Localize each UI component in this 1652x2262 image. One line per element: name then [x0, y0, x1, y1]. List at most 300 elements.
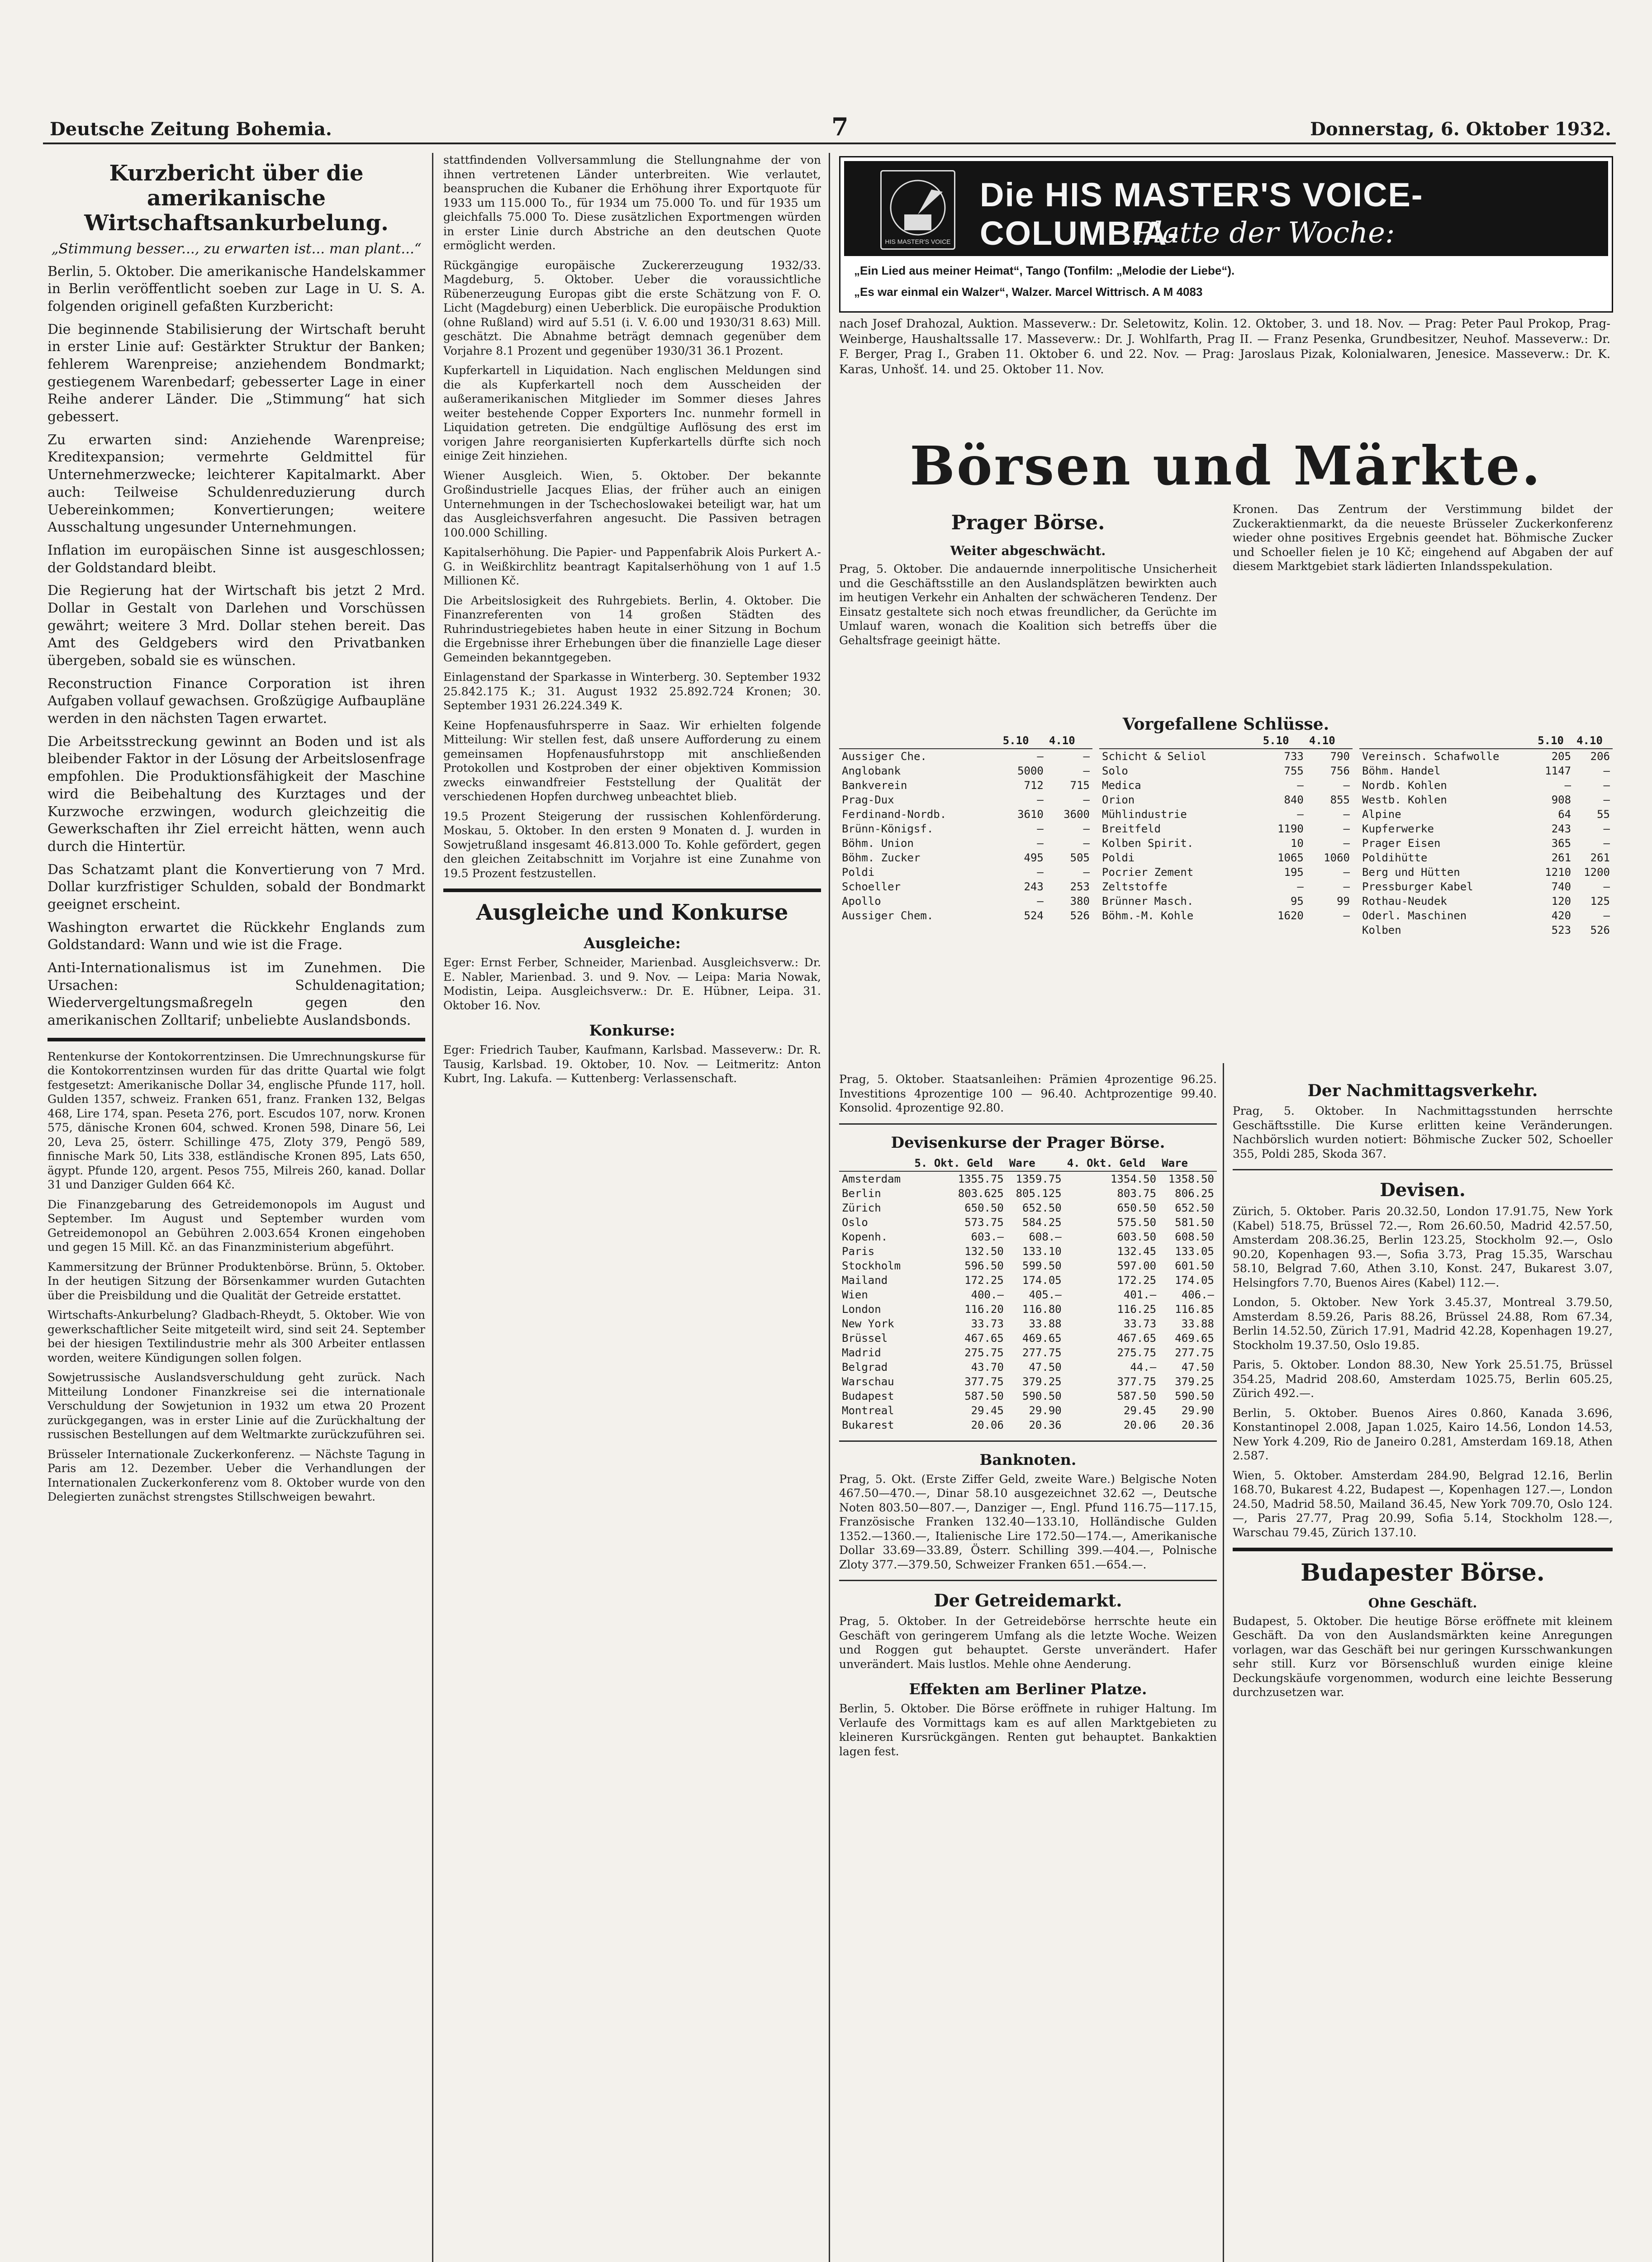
news-item: Kupferkartell in Liquidation. Nach englischen Meldungen sind die als Kupferkartell noch dem Ausscheiden der außeramerikanischen Mitglieder im Sommer dieses Jahres weiter bestehende Copper Exporters Inc. nunmehr formell in Liquidation getreten. Die endgültige Auflösung des erst im vorigen Jahre reorganisierten Kupferkartells dürfte sich noch einige Zeit hinziehen.	[443, 364, 821, 462]
row-label: Bankverein	[842, 779, 907, 792]
row-value: —	[1037, 866, 1044, 879]
row-value: —	[1343, 909, 1350, 922]
row-value: 790	[1330, 750, 1350, 763]
section-title: Der Nachmittagsverkehr.	[1307, 1081, 1538, 1100]
report-text: Berlin, 5. Oktober. Die Börse eröffnete in ruhiger Haltung. Im Verlaufe des Vormittags kam es auf allen Marktgebieten zu kleineren Kursrückgängen. Renten gut behauptet. Bankaktien lagen fest.	[839, 1702, 1217, 1758]
row-label: Poldi	[842, 866, 875, 879]
row-value: —	[1037, 822, 1044, 835]
row-value: 652.50	[1175, 1201, 1214, 1214]
paragraph: Inflation im europäischen Sinne ist ausgeschlossen; der Goldstandard bleibt.	[47, 542, 425, 576]
news-item: 19.5 Prozent Steigerung der russischen Kohlenförderung. Moskau, 5. Oktober. In den ersten 9 Monaten d. J. wurden in Sowjetrußland insgesamt 46.813.000 To. Kohle gefördert, gegen den gleichen Zeitabschnitt im Vorjahre ist eine Zunahme von 19.5 Prozent festzustellen.	[443, 809, 821, 880]
row-value: 467.65	[1117, 1331, 1157, 1345]
row-value: 756	[1330, 765, 1350, 777]
row-value: 575.50	[1117, 1216, 1157, 1229]
row-value: 601.50	[1175, 1259, 1214, 1272]
row-value: 573.75	[964, 1216, 1004, 1229]
row-value: 29.90	[1029, 1404, 1062, 1417]
row-value: 133.10	[1022, 1245, 1062, 1258]
row-value: 803.625	[958, 1187, 1004, 1200]
paragraph: Berlin, 5. Oktober. Die amerikanische Handelskammer in Berlin veröffentlicht soeben zur Lage in U. S. A. folgenden originell gefaßten Kurzbericht:	[47, 263, 425, 314]
column-2	[443, 153, 821, 2262]
section-title: Prager Börse.	[951, 511, 1105, 534]
table-row	[839, 793, 1092, 807]
row-value: 1358.50	[1168, 1172, 1214, 1185]
row-value: 584.25	[1022, 1216, 1062, 1229]
report-text: Berlin, 5. Oktober. Buenos Aires 0.860, Kanada 3.696, Konstantinopel 2.008, Japan 1.025, Kairo 14.56, London 14.53, New York 4.209, Rio de Janeiro 0.281, Amsterdam 169.18, Athen 2.587.	[1233, 1406, 1613, 1462]
row-value: 1065	[1277, 851, 1304, 864]
table-row	[839, 879, 1092, 894]
prager-boerse	[839, 502, 1217, 653]
row-value: 380	[1070, 895, 1090, 908]
row-value: 608.50	[1175, 1230, 1214, 1243]
row-label: Vereinsch. Schafwolle	[1362, 750, 1500, 763]
row-label: Kopenh.	[842, 1230, 888, 1243]
section-title: Banknoten.	[979, 1450, 1077, 1468]
table-row	[1359, 793, 1613, 807]
row-value: 275.75	[1117, 1346, 1157, 1359]
column-1	[47, 153, 425, 2262]
table-row	[1099, 778, 1353, 793]
row-value: 587.50	[1117, 1389, 1157, 1402]
section-subtitle: Weiter abgeschwächt.	[950, 543, 1106, 558]
gramophone-dog-icon	[880, 170, 955, 250]
section-title: Vorgefallene Schlüsse.	[1122, 715, 1329, 734]
notice-text: Eger: Friedrich Tauber, Kaufmann, Karlsbad. Masseverw.: Dr. R. Tausig, Karlsbad. 19. Oktober, 10. Nov. — Leitmeritz: Anton Kubrt, Ing. Lakufa. — Kuttenberg: Verlassenschaft.	[443, 1043, 821, 1085]
row-value: 377.75	[1117, 1375, 1157, 1388]
row-value: 261	[1551, 851, 1571, 864]
row-value: 406.—	[1181, 1288, 1214, 1301]
row-value: 195	[1284, 866, 1304, 879]
row-value: 524	[1024, 909, 1044, 922]
news-item: Rentenkurse der Kontokorrentzinsen. Die Umrechnungskurse für die Kontokorrentzinsen wurden für das dritte Quartal wie folgt festgesetzt: Amerikanische Dollar 34, englische Pfunde 117, holl. Gulden 1357, schweiz. Franken 651, franz. Franken 132, Belgas 468, Lire 174, span. Peseta 276, port. Escudos 107, norw. Kronen 575, dänische Kronen 604, schwed. Kronen 598, Dinare 56, Lei 20, Leva 25, österr. Schillinge 475, Zloty 379, Pengö 589, finnische Mark 50, Lits 338, estländische Kronen 895, Lats 650, ägypt. Pfunde 120, argent. Pesos 755, Milreis 260, kanad. Dollar 31 und Danziger Gulden 664 Kč.	[47, 1050, 425, 1192]
section-title: Budapester Börse.	[1301, 1559, 1545, 1587]
table-row	[839, 865, 1092, 879]
row-value: 908	[1551, 794, 1571, 806]
row-label: London	[842, 1302, 881, 1316]
advertisement-banner	[839, 156, 1613, 313]
row-value: 526	[1590, 924, 1610, 936]
table-row	[839, 807, 1092, 822]
news-item: Kammersitzung der Brünner Produktenbörse. Brünn, 5. Oktober. In der heutigen Sitzung der Börsenkammer wurden Gutachten über die Preisbildung und die Qualität der Getreide erstattet.	[47, 1260, 425, 1302]
row-value: 253	[1070, 880, 1090, 893]
row-value: 1190	[1277, 822, 1304, 835]
row-label: Alpine	[1362, 808, 1401, 821]
table-row	[839, 1244, 1217, 1259]
row-value: 174.05	[1175, 1274, 1214, 1287]
row-value: 405.—	[1029, 1288, 1062, 1301]
article-title: Kurzbericht über die amerikanische Wirtschaftsankurbelung.	[84, 161, 389, 236]
table-row	[839, 836, 1092, 851]
issue-date: Donnerstag, 6. Oktober 1932.	[1310, 119, 1611, 140]
table-row	[839, 1403, 1217, 1418]
row-value: 99	[1337, 895, 1350, 908]
row-value: 495	[1024, 851, 1044, 864]
row-value: 733	[1284, 750, 1304, 763]
table-row	[839, 1374, 1217, 1389]
table-row	[1359, 778, 1613, 793]
news-item: Rückgängige europäische Zuckererzeugung 1932/33. Magdeburg, 5. Oktober. Ueber die voraussichtliche Rübenerzeugung Europas gibt die erste Schätzung von F. O. Licht (Magdeburg) einen Ueberblick. Die europäische Produktion (ohne Rußland) wird auf 5.51 (i. V. 6.00 und 1930/31 8.63) Mill. geschätzt. Die Abnahme beträgt demnach gegenüber dem Vorjahre 8.1 Prozent und gegenüber 1930/31 36.1 Prozent.	[443, 258, 821, 357]
table-row	[1359, 923, 1613, 937]
row-value: 1620	[1277, 909, 1304, 922]
paragraph: Washington erwartet die Rückkehr Englands zum Goldstandard: Wann und wie ist die Frage.	[47, 919, 425, 953]
news-item: Sowjetrussische Auslandsverschuldung geht zurück. Nach Mitteilung Londoner Finanzkreise sei die internationale Verschuldung der Sowjetunion in 1932 um etwa 20 Prozent zurückgegangen, was in erster Linie auf die Zurückhaltung der russischen Bestellungen auf dem Weltmarkte zurückzuführen sei.	[47, 1371, 425, 1441]
row-value: 64	[1558, 808, 1571, 821]
table-row	[839, 1418, 1217, 1432]
divider	[1233, 1169, 1613, 1170]
row-value: 803.75	[1117, 1187, 1157, 1200]
table-row	[839, 1230, 1217, 1244]
table-row	[1359, 764, 1613, 778]
row-value: 587.50	[964, 1389, 1004, 1402]
lower-right-column	[1233, 1072, 1613, 1705]
news-item: Die Finanzgebarung des Getreidemonopols im August und September. Im August und September wurden vom Getreidemonopol an Gebühren 2.003.654 Kronen eingehoben und gegen 15 Mill. Kč. an das Finanzministerium abgeführt.	[47, 1198, 425, 1254]
table-row	[1359, 879, 1613, 894]
row-value: 33.88	[1029, 1317, 1062, 1330]
table-row	[839, 749, 1092, 764]
row-label: Rothau-Neudek	[1362, 895, 1447, 908]
table-row	[839, 1186, 1217, 1201]
lower-left-column	[839, 1072, 1217, 1764]
notice-text: Eger: Ernst Ferber, Schneider, Marienbad. Ausgleichsverw.: Dr. E. Nabler, Marienbad. 3. und 9. Nov. — Leipa: Maria Nowak, Modistin, Leipa. Ausgleichsverw.: Dr. E. Hübner, Leipa. 31. Oktober 16. Nov.	[443, 956, 821, 1012]
row-value: —	[1564, 779, 1571, 792]
row-value: 590.50	[1022, 1389, 1062, 1402]
row-label: Brünn-Königsf.	[842, 822, 934, 835]
row-value: —	[1037, 837, 1044, 850]
row-label: Böhm. Handel	[1362, 765, 1441, 777]
row-value: —	[1037, 750, 1044, 763]
row-value: 116.20	[964, 1302, 1004, 1316]
row-label: Brüssel	[842, 1331, 888, 1345]
article-subtitle: „Stimmung besser..., zu erwarten ist... man plant...“	[51, 240, 422, 257]
row-value: 243	[1551, 822, 1571, 835]
paragraph: Die Arbeitsstreckung gewinnt an Boden und ist als bleibender Faktor in der Lösung der Arbeitslosenfrage empfohlen. Die Produktionsfähigkeit der Maschine wird die Beibehaltung des Kurztages und der Kurzwoche erzwingen, wodurch gleichzeitig die Gewerkschaften ihr Ziel erreicht hätten, wenn auch durch die Hintertür.	[47, 733, 425, 855]
row-label: Böhm. Union	[842, 837, 914, 850]
row-value: 3610	[1017, 808, 1044, 821]
row-value: 43.70	[971, 1360, 1004, 1373]
row-value: 596.50	[964, 1259, 1004, 1272]
table-row	[839, 1259, 1217, 1273]
row-label: Brünner Masch.	[1102, 895, 1194, 908]
section-title: Devisen.	[1380, 1179, 1466, 1201]
row-value: 467.65	[964, 1331, 1004, 1345]
row-label: Prag-Dux	[842, 794, 894, 806]
row-value: 29.45	[1123, 1404, 1157, 1417]
row-label: Poldihütte	[1362, 851, 1428, 864]
section-subtitle: Ohne Geschäft.	[1368, 1595, 1477, 1611]
divider	[839, 1123, 1217, 1125]
table-row	[839, 894, 1092, 908]
row-value: —	[1603, 779, 1610, 792]
row-label: Medica	[1102, 779, 1141, 792]
row-value: 590.50	[1175, 1389, 1214, 1402]
table-row	[839, 1201, 1217, 1215]
row-label: Apollo	[842, 895, 881, 908]
row-value: 715	[1070, 779, 1090, 792]
row-label: Wien	[842, 1288, 868, 1301]
row-value: 33.88	[1181, 1317, 1214, 1330]
paragraph: Die Regierung hat der Wirtschaft bis jetzt 2 Mrd. Dollar in Gestalt von Darlehen und Vorschüssen gewährt; weitere 3 Mrd. Dollar stehen bereit. Das Amt des Geldgebers wird den Privatbanken übergeben, sobald sie es wünschen.	[47, 583, 425, 669]
row-value: —	[1603, 880, 1610, 893]
paragraph: Reconstruction Finance Corporation ist ihren Aufgaben vollauf gewachsen. Großzügige Aufbaupläne werden in den nächsten Tagen erwartet.	[47, 675, 425, 727]
row-value: 805.125	[1016, 1187, 1062, 1200]
news-item: Kapitalserhöhung. Die Papier- und Pappenfabrik Alois Purkert A.-G. in Weißkirchlitz beantragt Kapitalserhöhung von 1 auf 1.5 Millionen Kč.	[443, 546, 821, 587]
row-value: 275.75	[964, 1346, 1004, 1359]
table-row	[839, 1389, 1217, 1403]
row-label: Zeltstoffe	[1102, 880, 1168, 893]
row-label: Westb. Kohlen	[1362, 794, 1447, 806]
table-row	[1099, 908, 1353, 923]
row-value: —	[1343, 822, 1350, 835]
paragraph: Die beginnende Stabilisierung der Wirtschaft beruht in erster Linie auf: Gestärkter Struktur der Banken; fehlerem Warenpreise; anziehendem Bondmarkt; gestiegenem Warenbedarf; gebesserter Lage in einer Reihe anderer Länder. Die „Stimmung“ hat sich gebessert.	[47, 321, 425, 425]
row-value: 10	[1290, 837, 1304, 850]
column-divider	[432, 153, 433, 2262]
row-value: 44.—	[1130, 1360, 1157, 1373]
row-value: 806.25	[1175, 1187, 1214, 1200]
row-value: —	[1297, 880, 1304, 893]
row-label: Pressburger Kabel	[1362, 880, 1473, 893]
table-row	[839, 1215, 1217, 1230]
report-text: Wien, 5. Oktober. Amsterdam 284.90, Belgrad 12.16, Berlin 168.70, Bukarest 4.22, Budapest —, Kopenhagen 127.—, London 24.50, Madrid 58.50, Mailand 36.45, New York 709.70, Oslo 124.—, Paris 27.77, Prag 20.99, Sofia 5.14, Stockholm 128.—, Warschau 79.45, Zürich 137.10.	[1233, 1468, 1613, 1539]
paragraph: Anti-Internationalismus ist im Zunehmen. Die Ursachen: Schuldenagitation; Wiedervergeltungsmaßregeln gegen den amerikanischen Zolltarif; unbeliebte Auslandsbonds.	[47, 960, 425, 1029]
row-value: 55	[1597, 808, 1610, 821]
banner-subtitle: Platte der Woche:	[1134, 216, 1395, 250]
row-value: 261	[1590, 851, 1610, 864]
row-value: 33.73	[1123, 1317, 1157, 1330]
section-title: Effekten am Berliner Platze.	[909, 1680, 1147, 1698]
row-label: Anglobank	[842, 765, 901, 777]
table-row	[1359, 894, 1613, 908]
row-value: 855	[1330, 794, 1350, 806]
row-label: Kolben Spirit.	[1102, 837, 1194, 850]
divider	[839, 1440, 1217, 1442]
row-value: —	[1603, 794, 1610, 806]
row-value: 132.45	[1117, 1245, 1157, 1258]
row-value: 1355.75	[958, 1172, 1004, 1185]
row-value: 277.75	[1022, 1346, 1062, 1359]
row-value: 174.05	[1022, 1274, 1062, 1287]
table-row	[839, 1288, 1217, 1302]
row-value: 243	[1024, 880, 1044, 893]
table-row	[839, 1360, 1217, 1374]
column-divider	[829, 153, 830, 2262]
trades-table-c: 5.10 4.10 Vereinsch. Schafwolle 205 206 Böhm. Handel 1147 — Nordb. Kohlen — — Westb. Kohlen 908 — Alpine 64 55 Kupferwerke 243 — Prager Eisen 365 — Poldihütte 261 261 Berg und Hütten 1210 1200 Pressburger Kabel 740 — Rothau-Neudek 120 125 Oderl. Maschinen 420 — Kolben 523 526	[1359, 733, 1613, 937]
row-label: Böhm. Zucker	[842, 851, 921, 864]
row-value: 603.50	[1117, 1230, 1157, 1243]
report-text: Prag, 5. Oktober. In Nachmittagsstunden herrschte Geschäftsstille. Die Kurse erlitten keine Veränderungen. Nachbörslich wurden notiert: Böhmische Zucker 502, Schoeller 355, Poldi 285, Skoda 367.	[1233, 1104, 1613, 1160]
row-value: 1147	[1545, 765, 1571, 777]
row-value: —	[1083, 765, 1090, 777]
table-row	[1099, 879, 1353, 894]
row-value: 652.50	[1022, 1201, 1062, 1214]
row-label: Aussiger Che.	[842, 750, 927, 763]
row-label: Oderl. Maschinen	[1362, 909, 1467, 922]
row-value: —	[1083, 822, 1090, 835]
brand-text: HIS MASTER'S VOICE	[885, 238, 951, 245]
row-value: 47.50	[1181, 1360, 1214, 1373]
row-value: 400.—	[971, 1288, 1004, 1301]
row-value: —	[1083, 837, 1090, 850]
row-value: 116.85	[1175, 1302, 1214, 1316]
news-item: stattfindenden Vollversammlung die Stellungnahme der von ihnen vertretenen Länder unterbreiten. Wie verlautet, beanspruchen die Kubaner die Erhöhung ihrer Exportquote für 1933 um 115.000 To., für 1934 um 75.000 To. und für 1935 um gleichfalls 75.000 To. Diese zusätzlichen Exportmengen würden in erster Linie durch Abstriche an den deutschen Quote ermöglicht werden.	[443, 153, 821, 252]
newspaper-name: Deutsche Zeitung Bohemia.	[50, 119, 332, 140]
row-value: 1060	[1324, 851, 1350, 864]
row-label: Poldi	[1102, 851, 1135, 864]
paragraph: Zu erwarten sind: Anziehende Warenpreise; Kreditexpansion; vermehrte Geldmittel für Unternehmerzwecke; leichterer Kapitalmarkt. Aber auch: Teilweise Schuldenreduzierung durch Uebereinkommen; Konvertierungen; weitere Ausschaltung ungesunder Unternehmungen.	[47, 432, 425, 536]
table-row	[1099, 807, 1353, 822]
table-row	[839, 822, 1092, 836]
row-value: —	[1343, 880, 1350, 893]
row-value: 523	[1551, 924, 1571, 936]
table-row	[1359, 822, 1613, 836]
table-row	[1359, 836, 1613, 851]
row-value: 1354.50	[1110, 1172, 1157, 1185]
row-label: Kolben	[1362, 924, 1401, 936]
table-row	[1359, 865, 1613, 879]
section-title: Devisenkurse der Prager Börse.	[891, 1133, 1165, 1152]
page-header	[0, 0, 1652, 141]
row-value: 526	[1070, 909, 1090, 922]
header-rule	[43, 143, 1616, 144]
row-label: Amsterdam	[842, 1172, 901, 1185]
row-value: —	[1343, 866, 1350, 879]
row-value: 206	[1590, 750, 1610, 763]
row-value: —	[1343, 808, 1350, 821]
row-label: Mailand	[842, 1274, 888, 1287]
row-value: 1200	[1584, 866, 1610, 879]
row-label: Breitfeld	[1102, 822, 1161, 835]
section-title: Ausgleiche und Konkurse	[476, 900, 788, 925]
report-text: Prag, 5. Oktober. Staatsanleihen: Prämien 4prozentige 96.25. Investitions 4prozentige 100 — 96.40. Achtprozentige 99.40. Konsolid. 4prozentige 92.80.	[839, 1073, 1217, 1114]
row-value: 603.—	[971, 1230, 1004, 1243]
column-divider	[1223, 1063, 1224, 2262]
row-label: Zürich	[842, 1201, 881, 1214]
section-title: Der Getreidemarkt.	[934, 1590, 1122, 1611]
row-value: 20.06	[1123, 1418, 1157, 1431]
row-value: 20.06	[971, 1418, 1004, 1431]
notices-block	[839, 317, 1610, 383]
row-value: —	[1603, 822, 1610, 835]
table-row	[839, 851, 1092, 865]
row-value: 599.50	[1022, 1259, 1062, 1272]
section-rule	[1233, 1548, 1613, 1551]
row-label: Berlin	[842, 1187, 881, 1200]
subsection-title: Konkurse:	[589, 1022, 675, 1040]
table-row	[839, 764, 1092, 778]
row-value: 505	[1070, 851, 1090, 864]
section-rule	[47, 1038, 425, 1041]
report-text: Zürich, 5. Oktober. Paris 20.32.50, London 17.91.75, New York (Kabel) 518.75, Brüssel 72.—, Rom 26.60.50, Madrid 42.57.50, Amsterdam 208.36.25, Berlin 123.25, Stockholm 92.—, Oslo 90.20, Kopenhagen 93.—, Sofia 3.73, Prag 15.35, Warschau 58.10, Belgrad 7.60, Athen 3.10, Konst. 247, Bukarest 3.07, Helsingfors 7.70, Buenos Aires (Kabel) 112.—.	[1233, 1205, 1613, 1289]
row-label: Böhm.-M. Kohle	[1102, 909, 1194, 922]
row-value: 420	[1551, 909, 1571, 922]
news-item: Brüsseler Internationale Zuckerkonferenz. — Nächste Tagung in Paris am 12. Dezember. Ueber die Verhandlungen der Internationalen Zuckerkonferenz vom 8. Oktober wurde von den Delegierten zunächst strengstes Stillschweigen bewahrt.	[47, 1447, 425, 1504]
row-value: 469.65	[1022, 1331, 1062, 1345]
table-row	[1099, 851, 1353, 865]
table-row	[839, 1302, 1217, 1316]
banner-line: „Ein Lied aus meiner Heimat“, Tango (Tonfilm: „Melodie der Liebe“).	[854, 264, 1235, 277]
row-value: —	[1037, 895, 1044, 908]
row-value: —	[1297, 779, 1304, 792]
row-value: 277.75	[1175, 1346, 1214, 1359]
row-label: Paris	[842, 1245, 875, 1258]
row-value: 116.80	[1022, 1302, 1062, 1316]
row-value: 120	[1551, 895, 1571, 908]
table-row	[839, 1345, 1217, 1360]
table-row	[839, 778, 1092, 793]
table-row	[1099, 894, 1353, 908]
table-row	[1099, 749, 1353, 764]
row-value: 47.50	[1029, 1360, 1062, 1373]
row-label: Schoeller	[842, 880, 901, 893]
row-value: 172.25	[1117, 1274, 1157, 1287]
row-value: 401.—	[1123, 1288, 1157, 1301]
row-value: 172.25	[964, 1274, 1004, 1287]
row-label: Montreal	[842, 1404, 894, 1417]
prager-boerse-continued	[1233, 502, 1613, 579]
subsection-title: Ausgleiche:	[584, 934, 681, 952]
row-value: 29.90	[1181, 1404, 1214, 1417]
table-row	[1099, 836, 1353, 851]
news-item: Keine Hopfenausfuhrsperre in Saaz. Wir erhielten folgende Mitteilung: Wir stellen fest, daß unsere Aufforderung zu einem gemeinsamen Hopfenausfuhrstopp mit anschließenden Protokollen und Kostproben der einer objektiven Kommission zwecks einwandfreier Feststellung der Qualität der verschiedenen Hopfen durchweg unbeachtet blieb.	[443, 718, 821, 803]
row-value: 377.75	[964, 1375, 1004, 1388]
row-value: —	[1037, 794, 1044, 806]
report-text: Budapest, 5. Oktober. Die heutige Börse eröffnete mit kleinem Geschäft. Da von den Auslandsmärkten keine Anregungen vorlagen, war das Geschäft bei nur geringen Kursschwankungen sehr still. Kurz vor Börsenschluß wurden einige kleine Deckungskäufe vorgenommen, wodurch eine leichte Besserung durchzusetzen war.	[1233, 1614, 1613, 1699]
banner-title: Die HIS MASTER'S VOICE-COLUMBIA-	[980, 176, 1424, 252]
row-value: —	[1083, 750, 1090, 763]
row-value: 581.50	[1175, 1216, 1214, 1229]
row-value: —	[1083, 866, 1090, 879]
row-label: Kupferwerke	[1362, 822, 1434, 835]
row-value: 95	[1290, 895, 1304, 908]
row-label: Bukarest	[842, 1418, 894, 1431]
row-value: 5000	[1017, 765, 1044, 777]
row-value: 755	[1284, 765, 1304, 777]
row-value: 650.50	[964, 1201, 1004, 1214]
report-text: Paris, 5. Oktober. London 88.30, New York 25.51.75, Brüssel 354.25, Madrid 208.60, Amsterdam 1025.75, Berlin 605.25, Zürich 492.—.	[1233, 1358, 1613, 1400]
report-text: Prag, 5. Okt. (Erste Ziffer Geld, zweite Ware.) Belgische Noten 467.50—470.—, Dinar 58.10 ausgezeichnet 32.62 —, Deutsche Noten 803.50—807.—, Danziger —, Engl. Pfund 116.75—117.15, Französische Franken 132.40—133.10, Holländische Gulden 1352.—1360.—, Italienische Lire 172.50—174.—, Amerikanische Dollar 33.69—33.89, Österr. Schilling 399.—404.—, Polnische Zloty 377.—379.50, Schweizer Franken 651.—654.—.	[839, 1472, 1217, 1571]
table-row	[1359, 807, 1613, 822]
row-label: Budapest	[842, 1389, 894, 1402]
table-row	[839, 1273, 1217, 1288]
row-value: 125	[1590, 895, 1610, 908]
table-row	[1099, 865, 1353, 879]
row-value: 379.25	[1022, 1375, 1062, 1388]
row-value: —	[1297, 808, 1304, 821]
table-row	[1099, 822, 1353, 836]
trades-table-b: 5.10 4.10 Schicht & Seliol 733 790 Solo 755 756 Medica — — Orion 840 855 Mühlindustrie — — Breitfeld 1190 — Kolben Spirit. 10 — Poldi 1065 1060 Pocrier Zement 195 — Zeltstoffe — — Brünner Masch. 95 99 Böhm.-M. Kohle 1620 —	[1099, 733, 1353, 923]
row-value: 1359.75	[1016, 1172, 1062, 1185]
report-text: London, 5. Oktober. New York 3.45.37, Montreal 3.79.50, Amsterdam 8.59.26, Paris 88.26, Brüssel 24.88, Rom 67.34, Berlin 14.52.50, Zürich 17.91, Madrid 42.28, Kopenhagen 19.27, Stockholm 19.37.50, Oslo 19.85.	[1233, 1296, 1613, 1352]
row-label: Prager Eisen	[1362, 837, 1441, 850]
row-value: 608.—	[1029, 1230, 1062, 1243]
trades-table-a: 5.10 4.10 Aussiger Che. — — Anglobank 5000 — Bankverein 712 715 Prag-Dux — — Ferdinand-Nordb. 3610 3600 Brünn-Königsf. — — Böhm. Union — — Böhm. Zucker 495 505 Poldi — — Schoeller 243 253 Apollo — 380 Aussiger Chem. 524 526	[839, 733, 1092, 923]
row-label: Pocrier Zement	[1102, 866, 1194, 879]
row-value: 20.36	[1181, 1418, 1214, 1431]
table-row	[839, 908, 1092, 923]
currency-table: 5. Okt. Geld Ware 4. Okt. Geld Ware Amsterdam 1355.75 1359.75 1354.50 1358.50 Berlin 803.625 805.125 803.75 806.25 Zürich 650.50 652.50 650.50 652.50 Oslo 573.75 584.25 575.50 581.50 Kopenh. 603.— 608.— 603.50 608.50 Paris 132.50 133.10 132.45 133.05 Stockholm 596.50 599.50 597.00 601.50 Mailand 172.25 174.05 172.25 174.05 Wien 400.— 405.— 401.— 406.— London 116.20 116.80 116.25 116.85 New York 33.73 33.88 33.73 33.88 Brüssel 467.65 469.65 467.65 469.65 Madrid 275.75 277.75 275.75 277.75 Belgrad 43.70 47.50 44.— 47.50 Warschau 377.75 379.25 377.75 379.25 Budapest 587.50 590.50 587.50 590.50 Montreal 29.45 29.90 29.45 29.90 Bukarest 20.06 20.36 20.06 20.36	[839, 1155, 1217, 1432]
row-value: —	[1083, 794, 1090, 806]
table-row	[1099, 764, 1353, 778]
row-value: 740	[1551, 880, 1571, 893]
table-row	[839, 1316, 1217, 1331]
row-label: Madrid	[842, 1346, 881, 1359]
row-value: —	[1603, 909, 1610, 922]
paragraph: Das Schatzamt plant die Konvertierung von 7 Mrd. Dollar kurzfristiger Schulden, sobald der Bondmarkt geeignet erscheint.	[47, 861, 425, 912]
notice-text: nach Josef Drahozal, Auktion. Masseverw.: Dr. Seletowitz, Kolin. 12. Oktober, 3. und 18. Nov. — Prag: Peter Paul Prokop, Prag-Weinberge, Haushaltssalle 17. Masseverw.: Dr. J. Wohlfarth, Prag II. — Franz Pesenka, Grundbesitzer, Neuhof. Masseverw.: Dr. F. Berger, Prag I., Graben 11. Oktober 6. und 22. Nov. — Prag: Jaroslaus Pizak, Kolonialwaren, Jenesice. Masseverw.: Dr. K. Karas, Unhošť. 14. und 25. Oktober 11. Nov.	[839, 317, 1610, 376]
row-value: —	[1343, 837, 1350, 850]
row-label: Berg und Hütten	[1362, 866, 1460, 879]
row-value: 379.25	[1175, 1375, 1214, 1388]
section-rule	[443, 889, 821, 892]
